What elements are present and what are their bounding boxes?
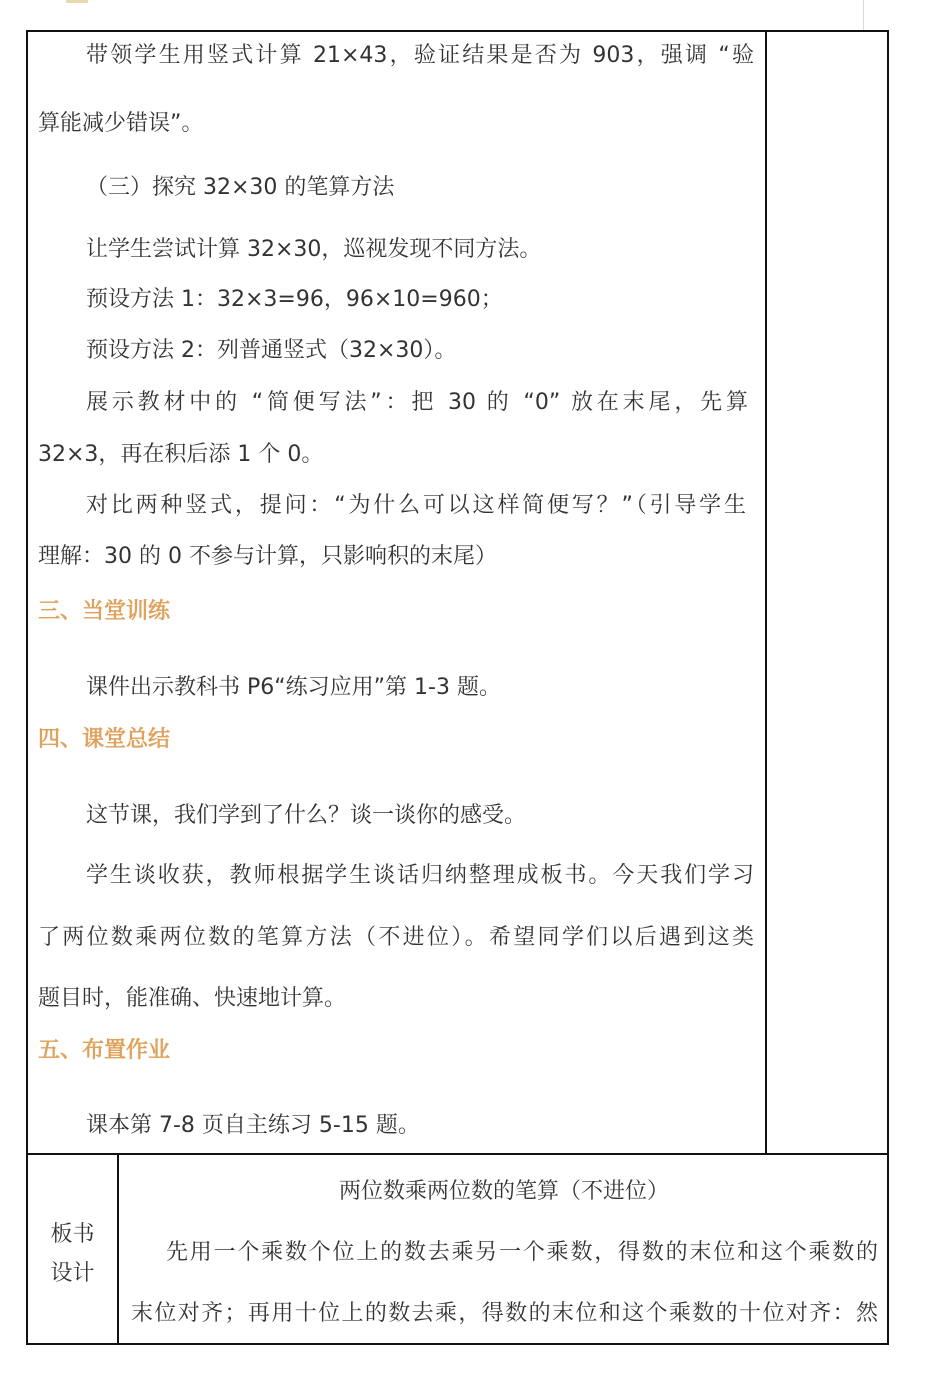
text-line: 了两位数乘两位数的笔算方法（不进位）。希望同学们以后遇到这类: [38, 925, 754, 950]
board-section-divider: [26, 1153, 889, 1155]
text-line: 理解：30 的 0 不参与计算，只影响积的末尾）: [38, 544, 497, 569]
text-line: 带领学生用竖式计算 21×43，验证结果是否为 903，强调 “验: [86, 43, 754, 68]
section-heading: 四、课堂总结: [38, 727, 171, 752]
text-line: 32×3，再在积后添 1 个 0。: [38, 442, 324, 467]
text-line: 算能减少错误”。: [38, 111, 204, 136]
top-decoration: [66, 0, 88, 3]
top-divider: [863, 0, 864, 30]
right-column-divider: [765, 30, 767, 1154]
text-line: 展示教材中的 “简便写法”：把 30 的 “0” 放在末尾，先算: [86, 390, 748, 415]
section-subtitle: （三）探究 32×30 的笔算方法: [86, 175, 395, 200]
section-heading: 五、布置作业: [38, 1038, 171, 1063]
top-strip: [0, 0, 929, 30]
section-heading: 三、当堂训练: [38, 599, 171, 624]
text-line: 这节课，我们学到了什么？谈一谈你的感受。: [86, 803, 527, 828]
text-line: 让学生尝试计算 32×30，巡视发现不同方法。: [86, 237, 542, 262]
text-line: 对比两种竖式，提问：“为什么可以这样简便写？”（引导学生: [86, 493, 746, 518]
text-line: 预设方法 1：32×3=96，96×10=960；: [86, 287, 503, 312]
text-line: 预设方法 2：列普通竖式（32×30）。: [86, 338, 457, 363]
board-text-line: 末位对齐；再用十位上的数去乘，得数的末位和这个乘数的十位对齐：然: [131, 1301, 878, 1326]
board-label: 设计: [50, 1261, 95, 1286]
text-line: 课件出示教科书 P6“练习应用”第 1-3 题。: [86, 675, 501, 700]
board-label: 板书: [50, 1222, 95, 1247]
board-text-line: 先用一个乘数个位上的数去乘另一个乘数，得数的末位和这个乘数的: [166, 1240, 878, 1265]
text-line: 题目时，能准确、快速地计算。: [38, 986, 347, 1011]
text-line: 学生谈收获，教师根据学生谈话归纳整理成板书。今天我们学习: [86, 863, 754, 888]
board-title: 两位数乘两位数的笔算（不进位）: [338, 1179, 669, 1204]
text-line: 课本第 7-8 页自主练习 5-15 题。: [86, 1113, 420, 1138]
